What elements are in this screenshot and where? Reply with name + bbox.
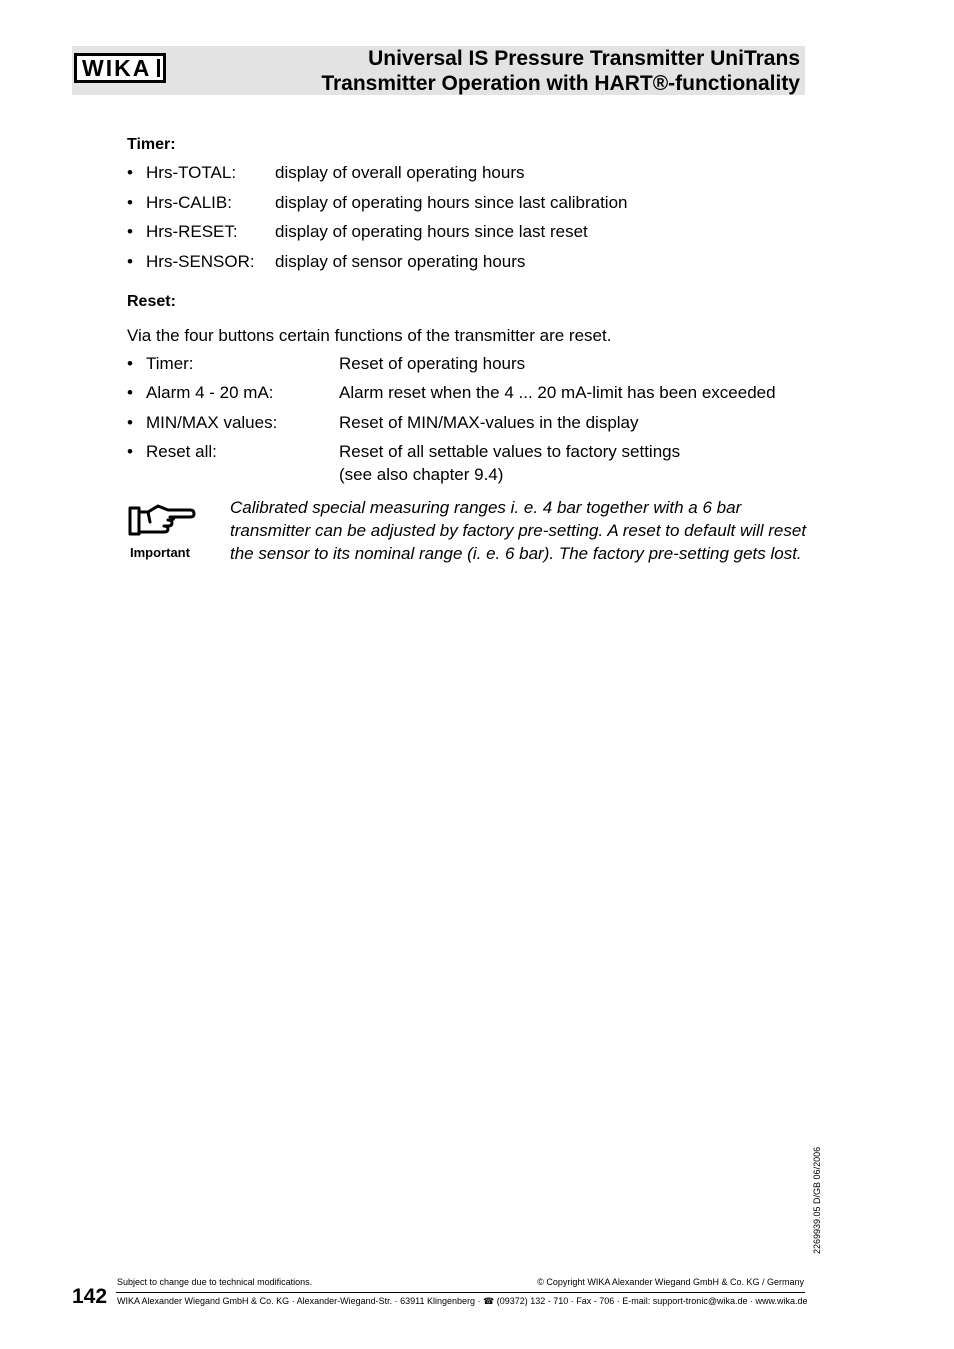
reset-item-desc-continued: (see also chapter 9.4) (339, 465, 504, 484)
timer-item-label: Hrs-SENSOR: (146, 252, 255, 271)
reset-item-label: Timer: (146, 354, 194, 373)
reset-item-label: MIN/MAX values: (146, 413, 278, 432)
timer-item-label: Hrs-TOTAL: (146, 163, 237, 182)
footer-disclaimer: Subject to change due to technical modifications. (117, 1277, 313, 1287)
timer-item-desc: display of overall operating hours (275, 163, 525, 182)
bullet: • (127, 252, 133, 271)
reset-intro: Via the four buttons certain functions of the transmitter are reset. (127, 326, 612, 345)
bullet: • (127, 222, 133, 241)
reset-item-label: Alarm 4 - 20 mA: (146, 383, 274, 402)
bullet: • (127, 442, 133, 461)
footer-copyright: © Copyright WIKA Alexander Wiegand GmbH & Co. KG / Germany (537, 1277, 804, 1287)
timer-item-label: Hrs-CALIB: (146, 193, 232, 212)
timer-item-label: Hrs-RESET: (146, 222, 238, 241)
timer-item-desc: display of operating hours since last calibration (275, 193, 628, 212)
pointing-hand-icon (128, 502, 196, 540)
bullet: • (127, 354, 133, 373)
important-note-text: Calibrated special measuring ranges i. e. 4 bar together with a 6 bar transmitter can be adjusted by factory pre-setting. A reset to default will reset the sensor to its nominal range (i. e. 6 bar). The factory pre-setting gets lost. (230, 498, 807, 563)
timer-heading: Timer: (127, 136, 176, 153)
important-label: Important (130, 545, 190, 560)
bullet: • (127, 163, 133, 182)
reset-heading: Reset: (127, 293, 176, 310)
document-subtitle: Transmitter Operation with HART®-functionality (321, 72, 800, 95)
timer-item-desc: display of operating hours since last reset (275, 222, 588, 241)
footer-divider (116, 1292, 805, 1293)
document-title: Universal IS Pressure Transmitter UniTrans (368, 47, 800, 70)
document-code: 2269939.05 D/GB 06/2006 (812, 1146, 822, 1254)
reset-item-desc: Alarm reset when the 4 ... 20 mA-limit has been exceeded (339, 383, 776, 402)
reset-item-label: Reset all: (146, 442, 217, 461)
bullet: • (127, 383, 133, 402)
timer-item-desc: display of sensor operating hours (275, 252, 526, 271)
logo-text: WIKA (82, 54, 152, 81)
page-number: 142 (72, 1285, 108, 1308)
reset-item-desc: Reset of MIN/MAX-values in the display (339, 413, 639, 432)
bullet: • (127, 413, 133, 432)
reset-item-desc: Reset of operating hours (339, 354, 526, 373)
reset-item-desc: Reset of all settable values to factory settings (339, 442, 681, 461)
wika-logo (74, 53, 166, 83)
logo-bar (157, 59, 160, 77)
footer-address: WIKA Alexander Wiegand GmbH & Co. KG · Alexander-Wiegand-Str. · 63911 Klingenberg · ☎ (09372) 132 - 710 · Fax - 706 · E-mail: support-tronic@wika.de · www.wika.de (117, 1296, 808, 1306)
bullet: • (127, 193, 133, 212)
